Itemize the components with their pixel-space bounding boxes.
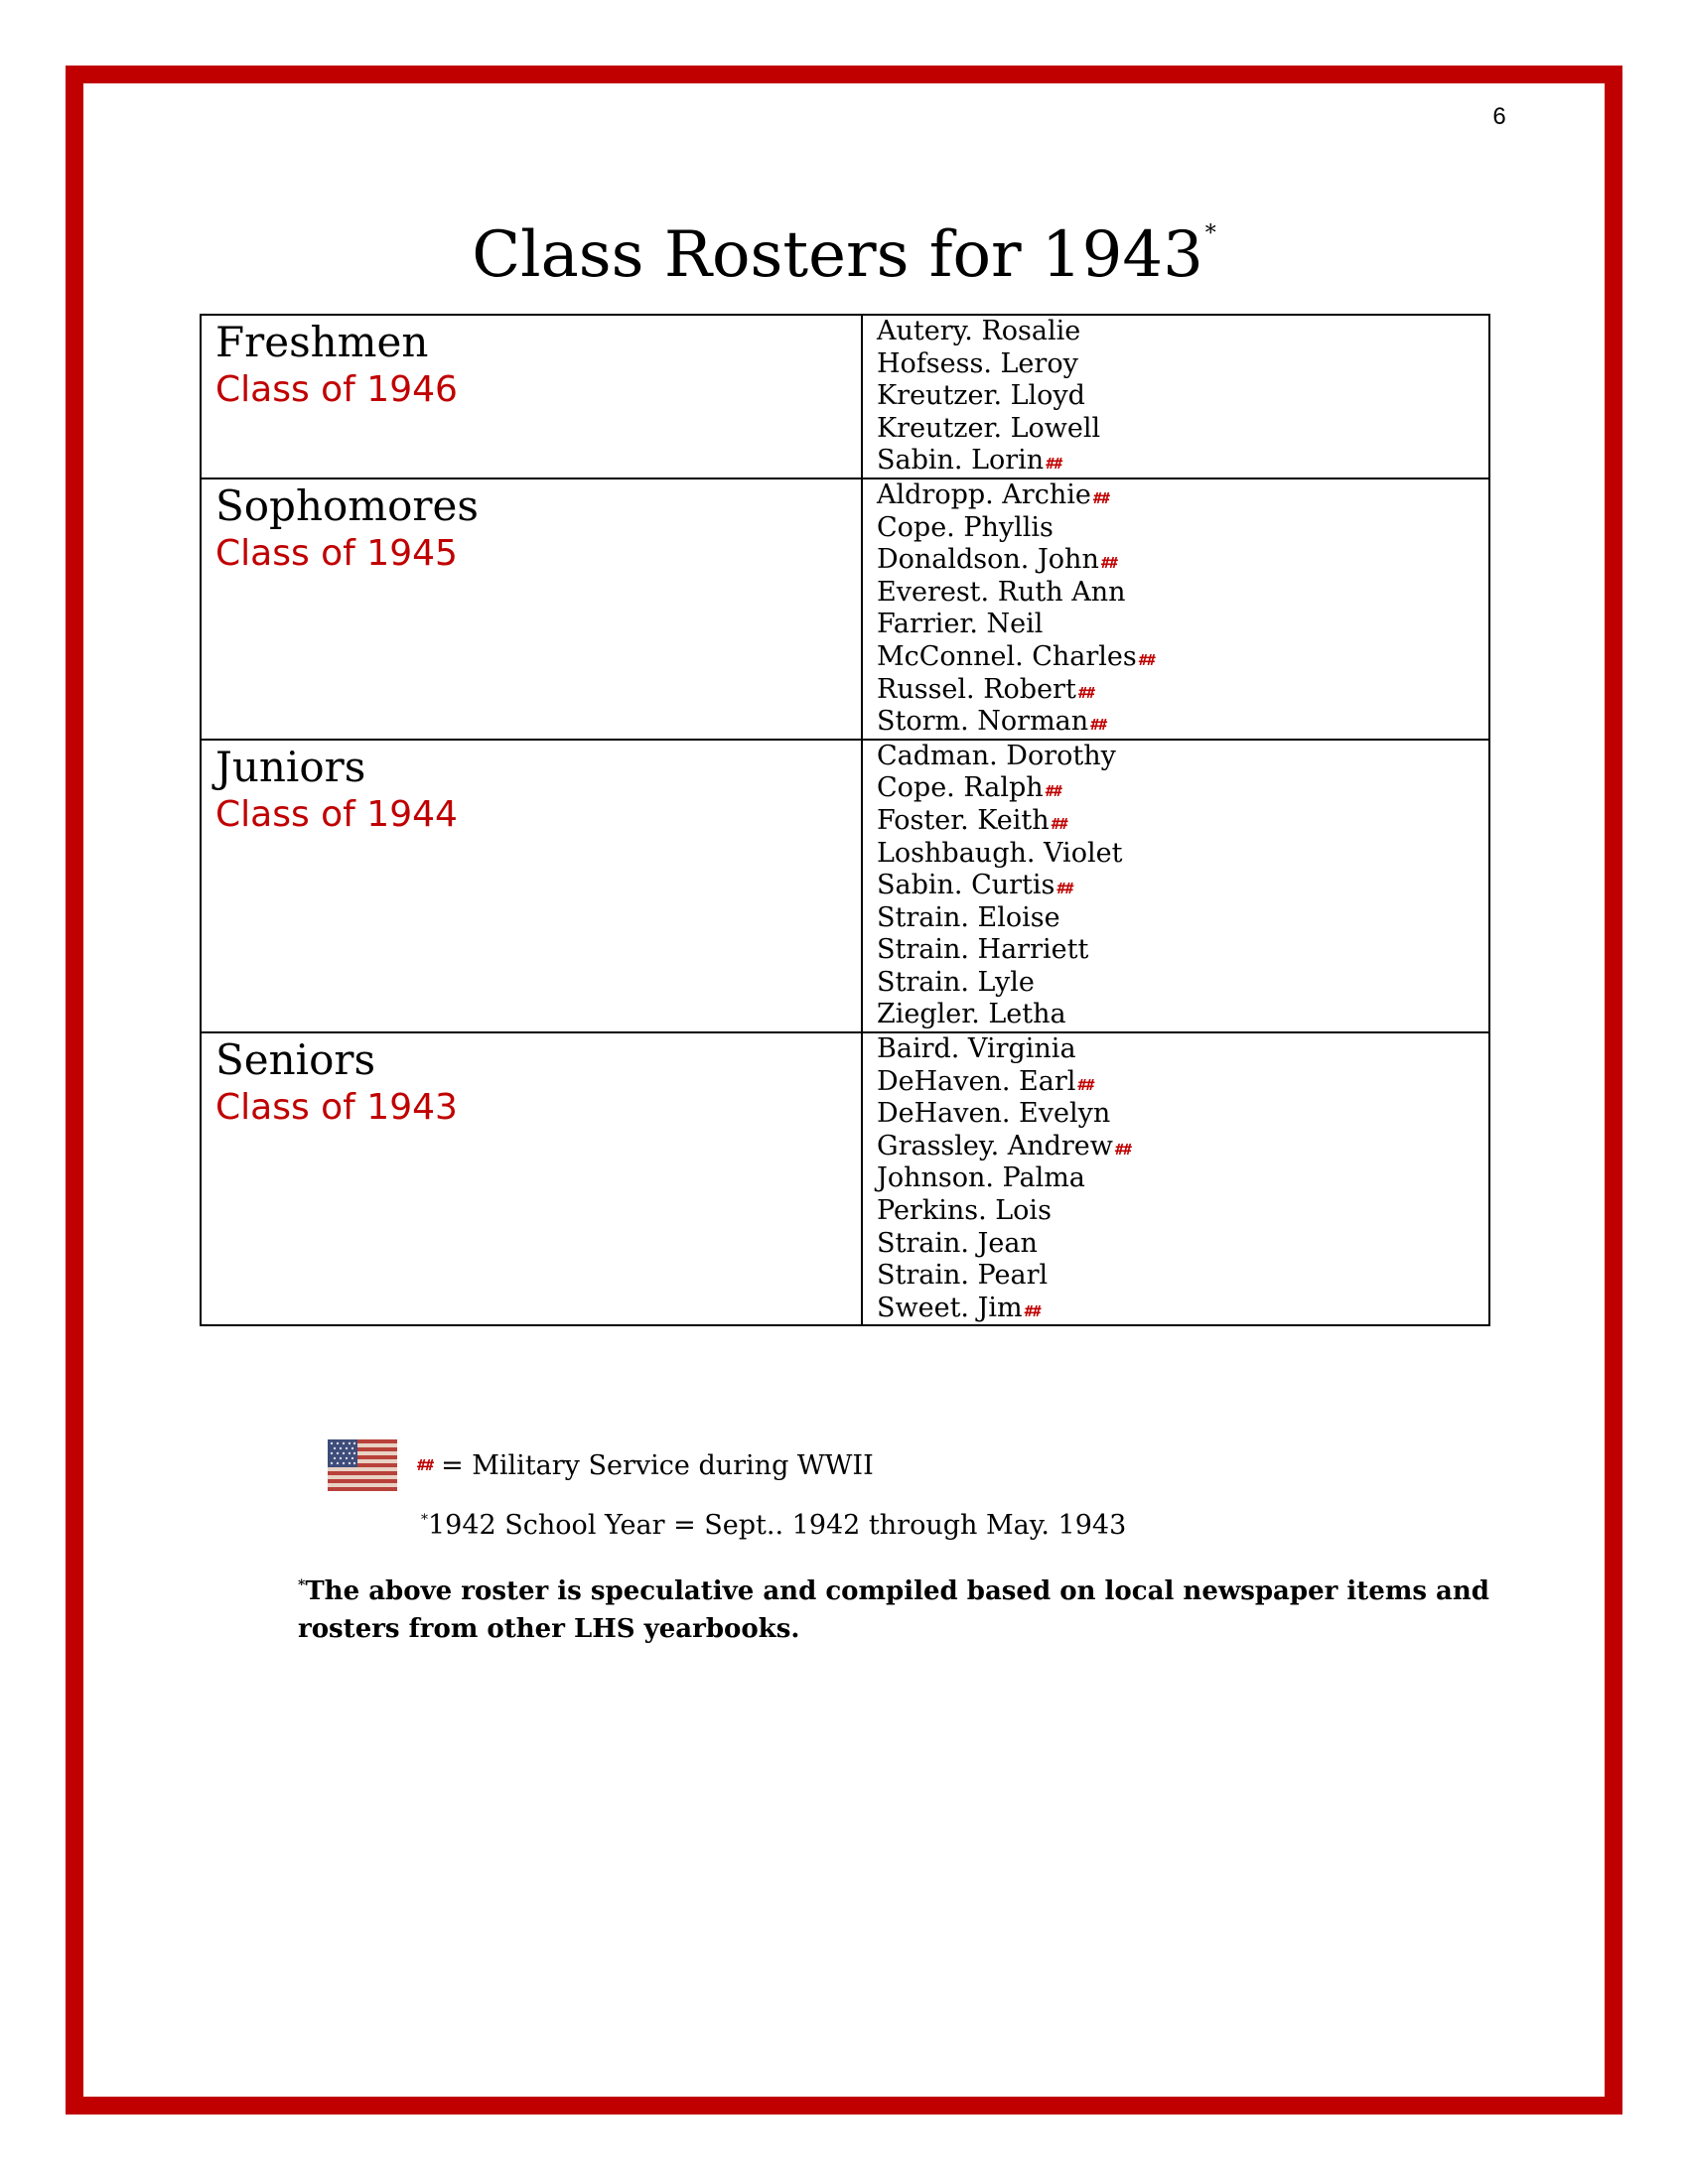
student-entry: [877, 479, 1488, 512]
class-year-label: Class of 1943: [215, 1087, 458, 1129]
student-name: Ziegler. Letha: [877, 999, 1066, 1030]
student-name: Grassley. Andrew: [877, 1130, 1113, 1161]
disclaimer-marker: *: [298, 1577, 306, 1593]
student-entry: [877, 967, 1488, 1000]
student-name: DeHaven. Earl: [877, 1065, 1076, 1097]
student-name: Strain. Eloise: [877, 901, 1060, 933]
class-name: Sophomores: [215, 480, 479, 530]
roster-row-seniors: [201, 1032, 1489, 1325]
student-entry: [877, 902, 1488, 935]
military-service-mark: ##: [1024, 1301, 1041, 1320]
military-service-mark: ##: [1077, 1075, 1094, 1094]
student-entry: [877, 1162, 1488, 1195]
student-list: [862, 315, 1489, 478]
student-entry: [877, 1293, 1488, 1325]
student-name: Sabin. Lorin: [877, 445, 1045, 477]
student-name: Donaldson. John: [877, 544, 1099, 576]
military-service-mark: ##: [1138, 650, 1155, 669]
student-name: Strain. Harriett: [877, 934, 1089, 966]
school-year-note: [421, 1503, 1126, 1543]
student-name: Cope. Phyllis: [877, 511, 1054, 543]
student-entry: [877, 1066, 1488, 1099]
roster-row-sophomores: [201, 478, 1489, 740]
legend-mark: ##: [417, 1456, 434, 1474]
legend: [328, 1437, 874, 1493]
military-service-mark: ##: [1090, 716, 1107, 735]
student-name: Loshbaugh. Violet: [877, 837, 1123, 869]
student-entry: [877, 316, 1488, 348]
student-entry: [877, 380, 1488, 413]
military-service-mark: ##: [1046, 455, 1062, 474]
title-footnote-marker: *: [1204, 221, 1216, 246]
student-entry: [877, 838, 1488, 871]
student-entry: [877, 641, 1488, 674]
student-name: Foster. Keith: [877, 804, 1050, 836]
roster-row-freshmen: [201, 315, 1489, 478]
disclaimer-text: The above roster is speculative and compiled based on local newspaper items and rosters from other LHS yearbooks.: [298, 1576, 1489, 1644]
student-entry: [877, 1033, 1488, 1066]
student-name: Sweet. Jim: [877, 1292, 1023, 1323]
student-name: Cadman. Dorothy: [877, 740, 1116, 771]
student-name: McConnel. Charles: [877, 640, 1137, 672]
class-cell: [201, 315, 862, 478]
student-name: Aldropp. Archie: [877, 478, 1091, 510]
student-entry: [877, 805, 1488, 838]
student-entry: [877, 1131, 1488, 1163]
page-title: [0, 195, 1688, 295]
roster-row-juniors: [201, 740, 1489, 1032]
american-flag-icon: [328, 1439, 397, 1491]
student-list: [862, 478, 1489, 740]
student-entry: [877, 772, 1488, 805]
military-service-mark: ##: [1056, 880, 1073, 898]
legend-text: = Military Service during WWII: [441, 1449, 874, 1481]
student-name: Perkins. Lois: [877, 1195, 1052, 1227]
page-title-text: Class Rosters for 1943: [472, 218, 1203, 292]
disclaimer: [298, 1567, 1489, 1648]
military-service-mark: ##: [1045, 782, 1061, 801]
class-year-label: Class of 1945: [215, 532, 458, 574]
school-year-note-text: 1942 School Year = Sept.. 1942 through May. 1943: [428, 1510, 1127, 1541]
class-name: Juniors: [215, 742, 366, 791]
student-name: Storm. Norman: [877, 706, 1089, 738]
student-entry: [877, 544, 1488, 577]
student-name: Cope. Ralph: [877, 772, 1044, 804]
student-name: Russel. Robert: [877, 673, 1076, 705]
student-entry: [877, 413, 1488, 446]
student-name: Autery. Rosalie: [877, 316, 1081, 346]
student-name: Farrier. Neil: [877, 609, 1044, 640]
military-service-mark: ##: [1100, 554, 1117, 573]
roster-table: [200, 314, 1490, 1326]
student-name: Strain. Lyle: [877, 966, 1035, 998]
student-name: Kreutzer. Lowell: [877, 412, 1101, 444]
student-entry: [877, 609, 1488, 641]
class-name: Seniors: [215, 1035, 376, 1085]
student-entry: [877, 1098, 1488, 1131]
student-entry: [877, 999, 1488, 1031]
student-entry: [877, 1260, 1488, 1293]
class-year-label: Class of 1946: [215, 369, 458, 410]
student-entry: [877, 870, 1488, 902]
student-name: Strain. Jean: [877, 1227, 1038, 1259]
student-list: [862, 1032, 1489, 1325]
roster-table-body: [201, 315, 1489, 1325]
military-service-mark: ##: [1077, 683, 1094, 702]
class-year-label: Class of 1944: [215, 793, 458, 835]
student-entry: [877, 934, 1488, 967]
student-list: [862, 740, 1489, 1032]
military-service-mark: ##: [1092, 488, 1109, 507]
class-cell: [201, 478, 862, 740]
student-entry: [877, 674, 1488, 707]
student-name: DeHaven. Evelyn: [877, 1098, 1111, 1130]
student-name: Strain. Pearl: [877, 1260, 1049, 1292]
student-entry: [877, 512, 1488, 545]
page-number: 6: [1492, 103, 1506, 130]
student-name: Sabin. Curtis: [877, 870, 1055, 901]
student-entry: [877, 1195, 1488, 1228]
student-name: Baird. Virginia: [877, 1033, 1076, 1065]
student-name: Hofsess. Leroy: [877, 347, 1078, 379]
military-service-mark: ##: [1051, 814, 1067, 833]
school-year-note-marker: *: [421, 1512, 428, 1528]
student-name: Kreutzer. Lloyd: [877, 380, 1085, 412]
student-entry: [877, 1228, 1488, 1261]
student-name: Johnson. Palma: [877, 1162, 1085, 1194]
class-cell: [201, 1032, 862, 1325]
military-service-mark: ##: [1114, 1140, 1131, 1159]
student-name: Everest. Ruth Ann: [877, 576, 1126, 608]
student-entry: [877, 445, 1488, 478]
student-entry: [877, 706, 1488, 739]
student-entry: [877, 348, 1488, 381]
class-cell: [201, 740, 862, 1032]
class-name: Freshmen: [215, 318, 429, 366]
student-entry: [877, 741, 1488, 773]
student-entry: [877, 577, 1488, 610]
